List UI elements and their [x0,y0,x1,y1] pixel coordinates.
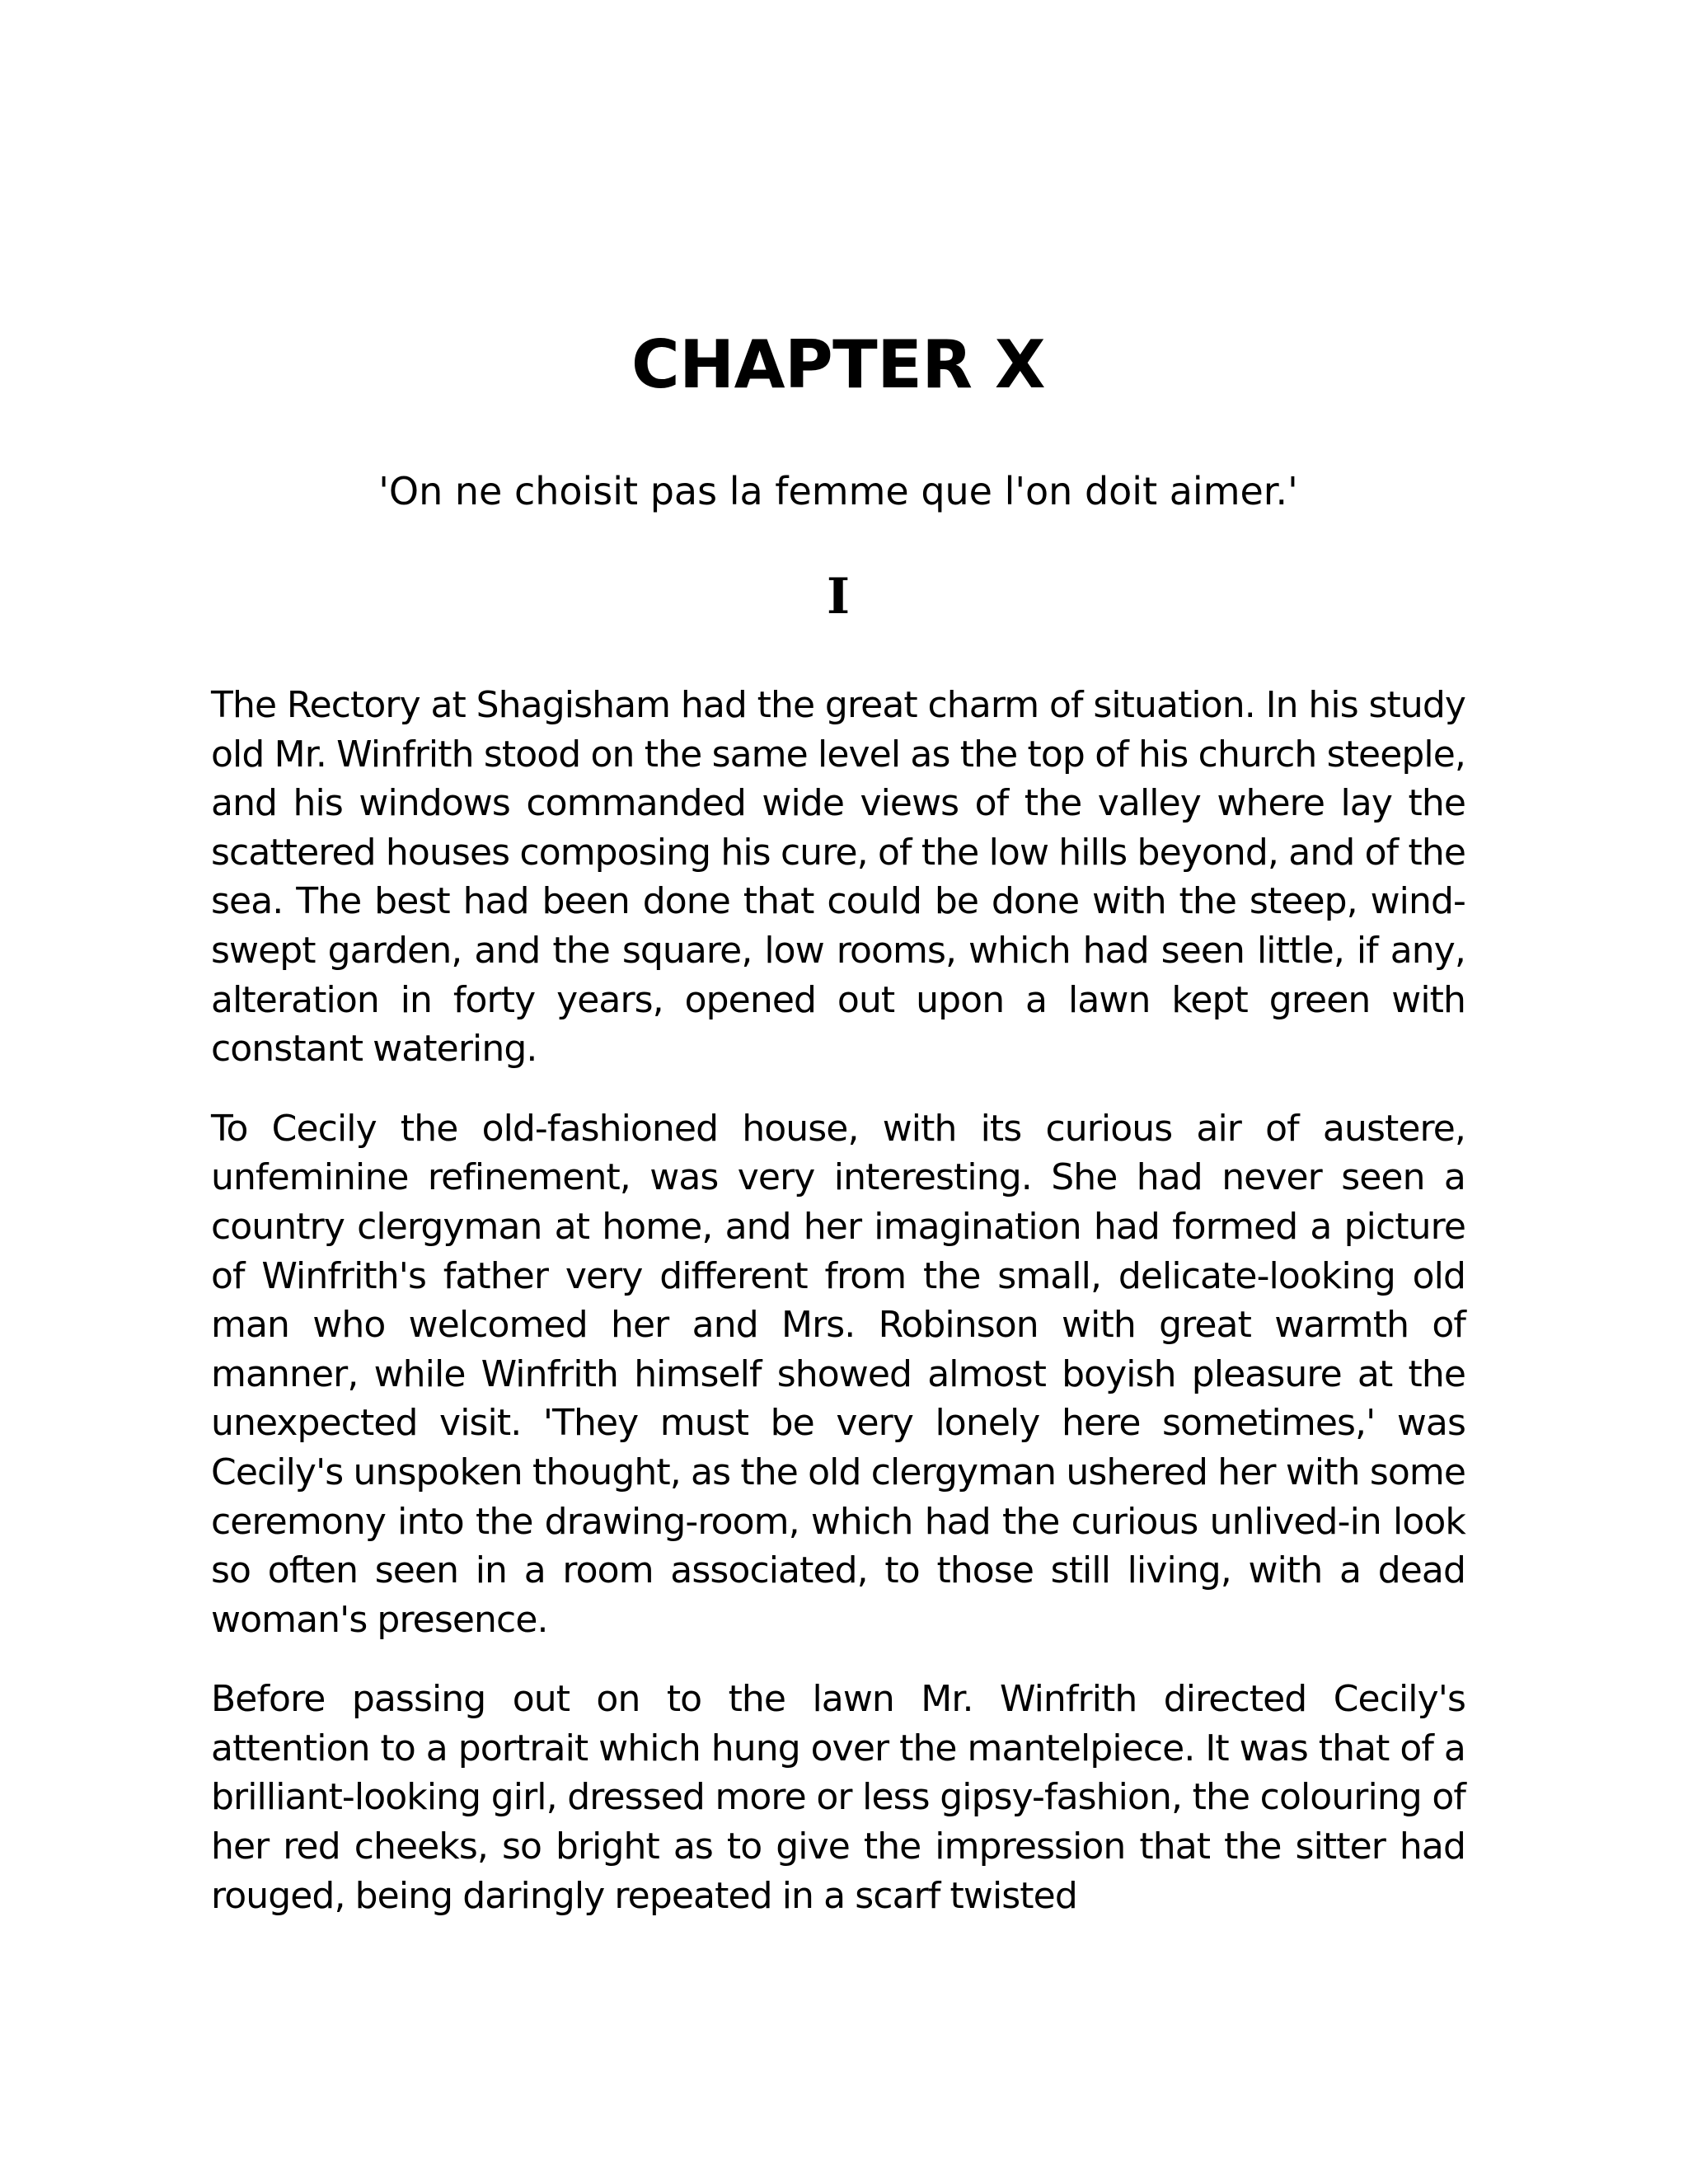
paragraph: To Cecily the old-fashioned house, with its curious air of austere, unfeminine refinement, was very interesting. She had never seen a country clergyman at home, and her imagination had formed a picture of Winfrith's father very different from the small, delicate-looking old man who welcomed her and Mrs. Robinson with great warmth of manner, while Winfrith himself showed almost boyish pleasure at the unexpected visit. 'They must be very lonely here sometimes,' was Cecily's unspoken thought, as the old clergyman ushered her with some ceremony into the drawing-room, which had the curious unlived-in look so often seen in a room associated, to those still living, with a dead woman's presence. [211,1107,1465,1641]
chapter-title: CHAPTER X [631,326,1046,403]
chapter-body [211,681,1465,1951]
paragraph: The Rectory at Shagisham had the great charm of situation. In his study old Mr. Winfrith stood on the same level as the top of his church steeple, and his windows commanded wide views of the valley where lay the scattered houses composing his cure, of the low hills beyond, and of the sea. The best had been done that could be done with the steep, wind-swept garden, and the square, low rooms, which had seen little, if any, alteration in forty years, opened out upon a lawn kept green with constant watering. [211,684,1465,1071]
book-page [211,0,1465,2184]
paragraph: Before passing out on to the lawn Mr. Winfrith directed Cecily's attention to a portrait which hung over the mantelpiece. It was that of a brilliant-looking girl, dressed more or less gipsy-fashion, the colouring of her red cheeks, so bright as to give the impression that the sitter had rouged, being daringly repeated in a scarf twisted [211,1678,1465,1917]
chapter-epigraph: 'On ne choisit pas la femme que l'on doit aimer.' [378,469,1298,513]
section-numeral: I [826,568,851,626]
